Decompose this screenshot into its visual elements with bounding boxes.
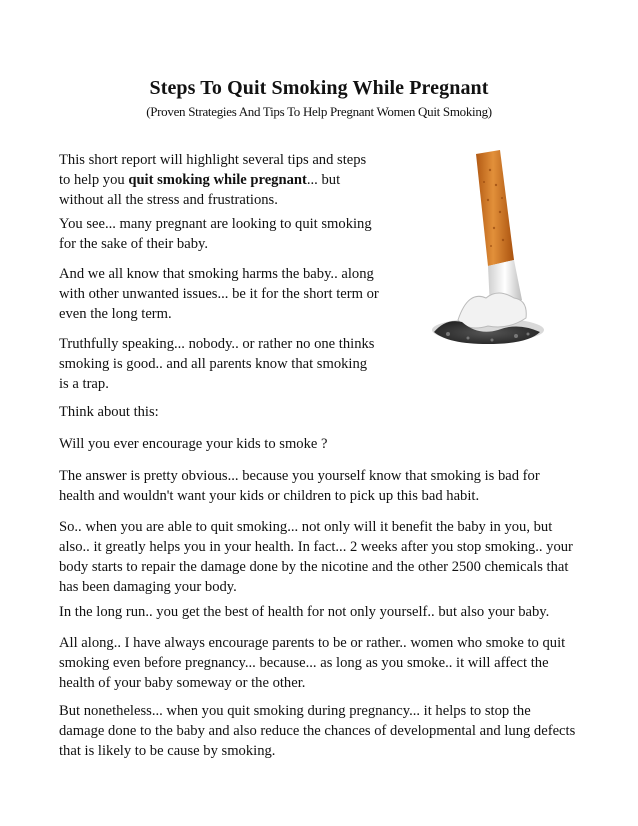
text-line: And we all know that smoking harms the baby.. along <box>59 266 374 282</box>
text-line: You see... many pregnant are looking to quit smoking <box>59 216 372 232</box>
text-line: smoking even before pregnancy... because... as long as you smoke.. it will affect the <box>59 655 549 671</box>
intro-paragraph <box>59 150 389 210</box>
paragraph-5: Think about this: <box>59 404 159 420</box>
text-line: smoking is good.. and all parents know that smoking <box>59 356 368 372</box>
text-line: is a trap. <box>59 376 109 392</box>
paragraph-10 <box>59 633 599 693</box>
text-line: that is likely to be cause by smoking. <box>59 743 276 759</box>
text-line: health of your baby someway or the other. <box>59 675 306 691</box>
text-line: But nonetheless... when you quit smoking during pregnancy... it helps to stop the <box>59 703 531 719</box>
text-line: has been damaging your body. <box>59 579 237 595</box>
text-line: for the sake of their baby. <box>59 236 208 252</box>
page-title: Steps To Quit Smoking While Pregnant <box>149 77 489 99</box>
text-line: to help you <box>59 172 129 188</box>
bold-phrase: quit smoking while pregnant <box>128 172 307 188</box>
text-line: body starts to repair the damage done by the nicotine and the other 2500 chemicals that <box>59 559 569 575</box>
text-line: The answer is pretty obvious... because you yourself know that smoking is bad for <box>59 468 540 484</box>
cigarette-butt-icon <box>428 150 546 350</box>
paragraph-6: Will you ever encourage your kids to smoke ? <box>59 436 328 452</box>
page-subtitle: (Proven Strategies And Tips To Help Pregnant Women Quit Smoking) <box>146 104 492 119</box>
text-line: even the long term. <box>59 306 172 322</box>
text-line: health and wouldn't want your kids or children to pick up this bad habit. <box>59 488 480 504</box>
text-line: Truthfully speaking... nobody.. or rather no one thinks <box>59 336 375 352</box>
paragraph-8 <box>59 517 599 597</box>
text-line: ... but <box>306 172 341 188</box>
paragraph-2 <box>59 214 389 254</box>
text-line: So.. when you are able to quit smoking... not only will it benefit the baby in you, but <box>59 519 553 535</box>
text-line: This short report will highlight several tips and steps <box>59 152 367 168</box>
paragraph-3 <box>59 264 394 324</box>
text-line: without all the stress and frustrations. <box>59 192 278 208</box>
paragraph-9: In the long run.. you get the best of health for not only yourself.. but also your baby. <box>59 604 550 620</box>
paragraph-11 <box>59 701 599 761</box>
paragraph-4 <box>59 334 389 394</box>
text-line: damage done to the baby and also reduce the chances of developmental and lung defects <box>59 723 576 739</box>
text-line: with other unwanted issues... be it for the short term or <box>59 286 379 302</box>
text-line: also.. it greatly helps you in your health. In fact... 2 weeks after you stop smoking.. your <box>59 539 573 555</box>
text-line: All along.. I have always encourage parents to be or rather.. women who smoke to quit <box>59 635 566 651</box>
paragraph-7 <box>59 466 599 506</box>
